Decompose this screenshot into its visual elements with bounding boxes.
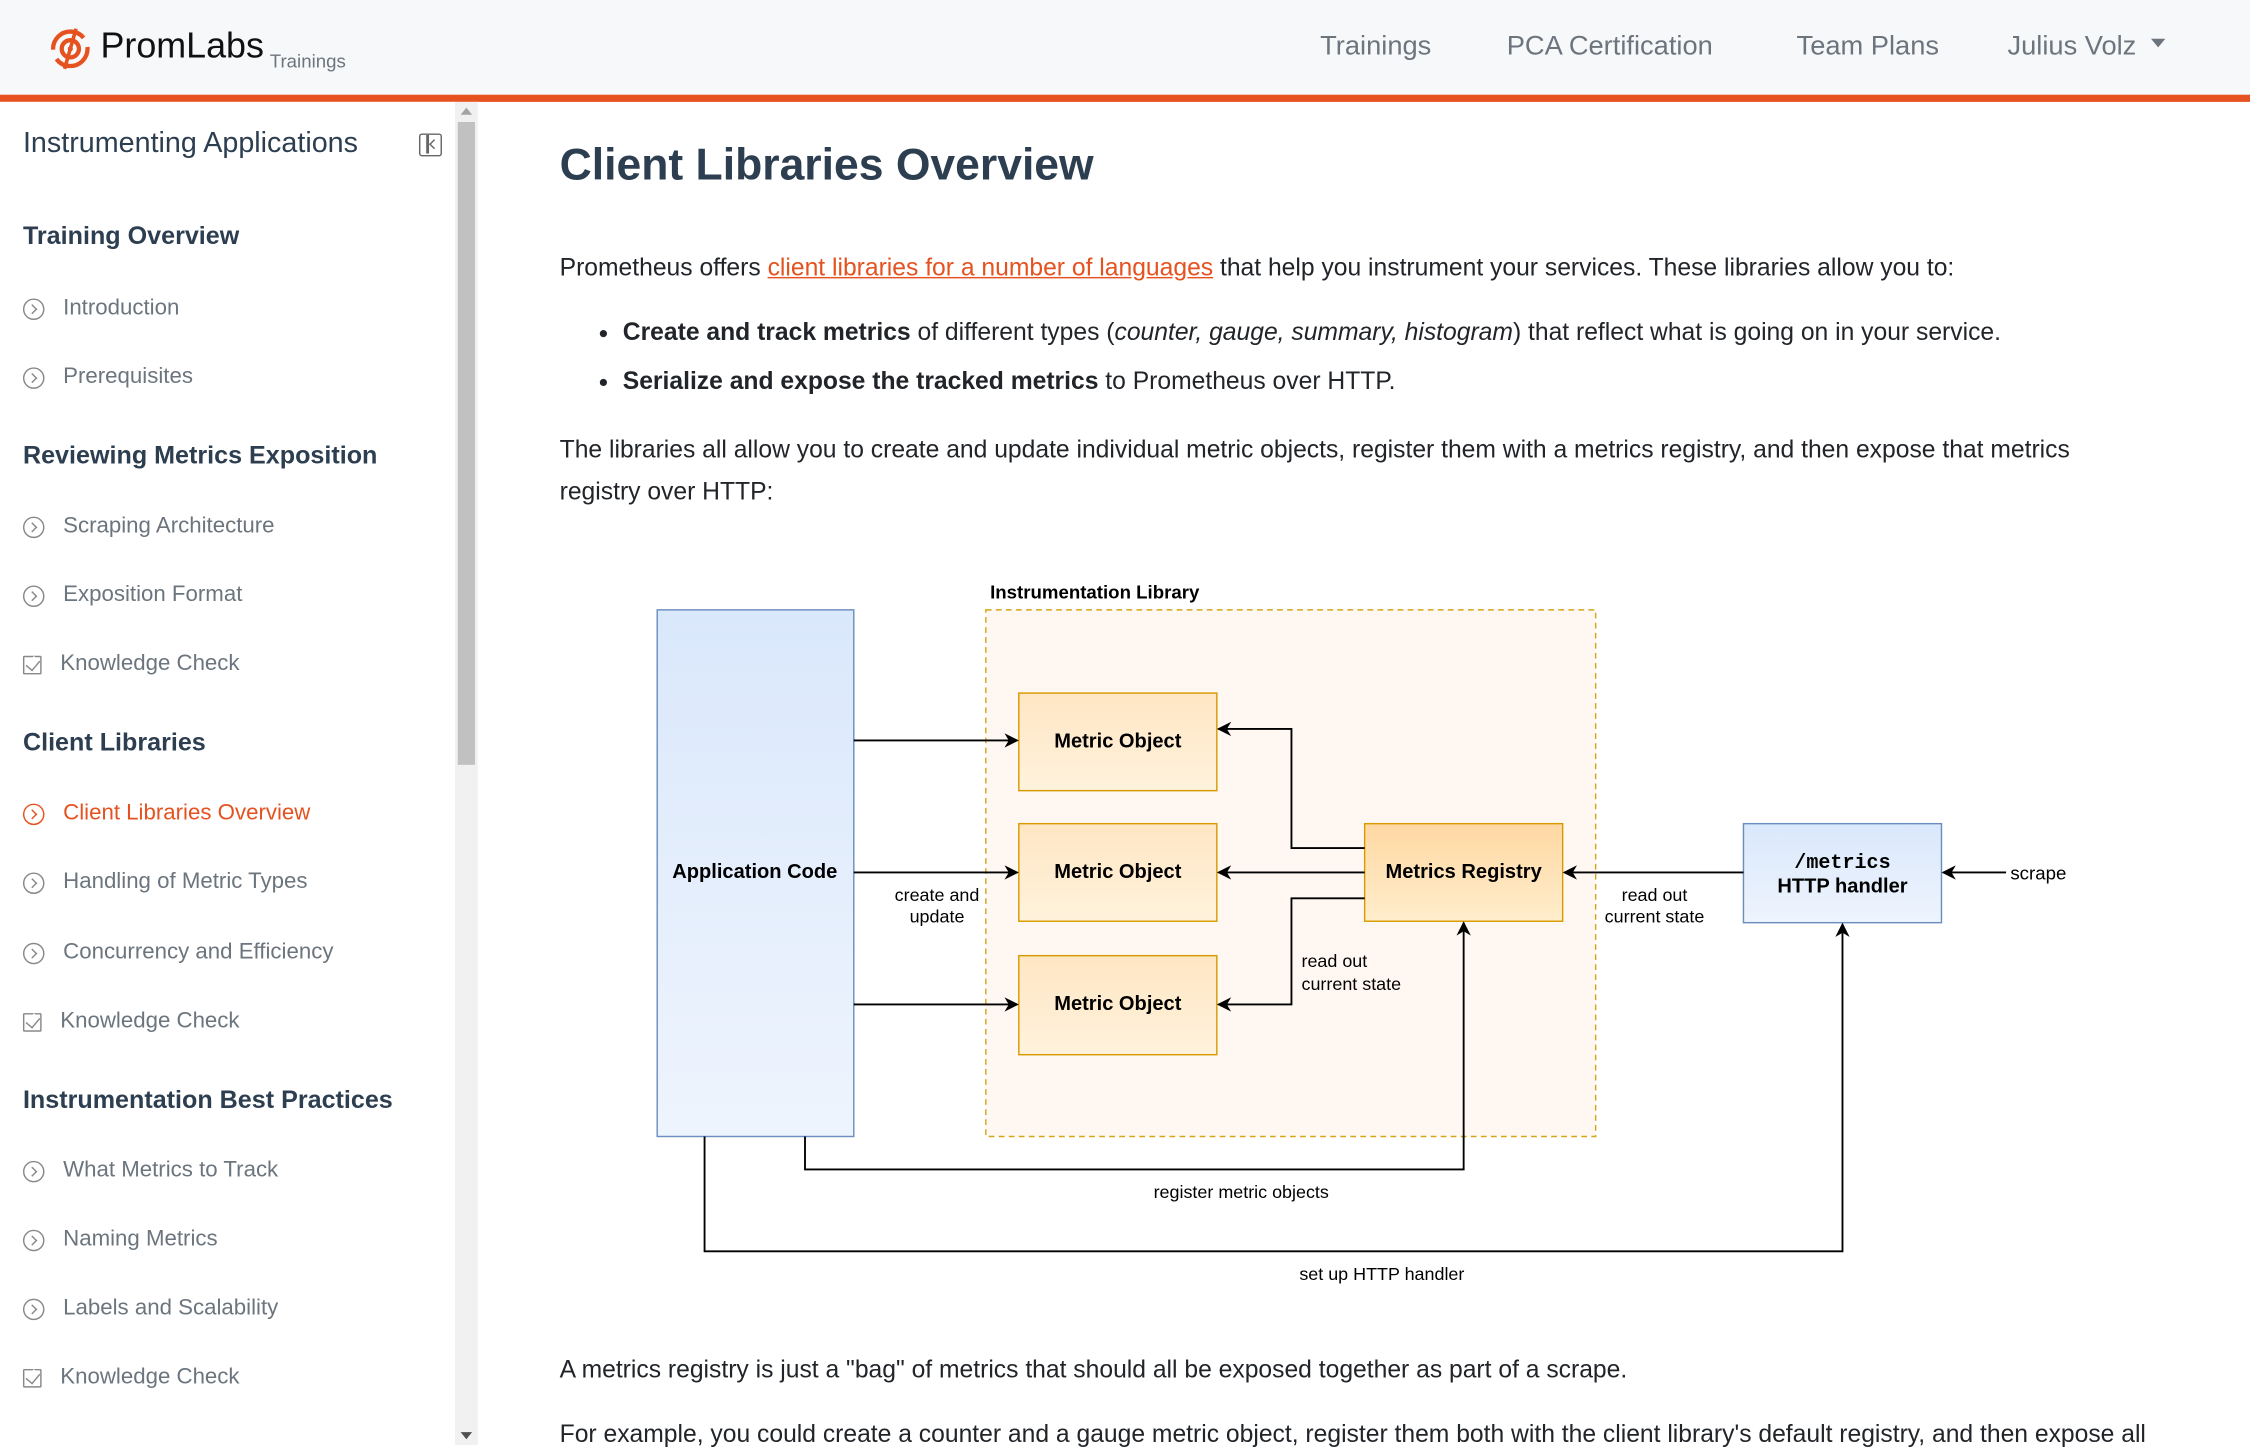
- paragraph-registry-bag: A metrics registry is just a "bag" of metrics that should all be exposed together as part of a scrape.: [559, 1354, 1628, 1384]
- sidebar-item-label: Knowledge Check: [60, 1364, 240, 1390]
- page-title: Client Libraries Overview: [559, 139, 1094, 190]
- sidebar-section-heading: Reviewing Metrics Exposition: [22, 440, 378, 470]
- sidebar-item-label: Scraping Architecture: [63, 513, 275, 539]
- sidebar-section-heading: Instrumentation Best Practices: [22, 1084, 393, 1114]
- brand-name[interactable]: PromLabs: [100, 25, 264, 67]
- user-name: Julius Volz: [2007, 31, 2137, 62]
- bullet-bold: Create and track metrics: [622, 317, 911, 346]
- sidebar-item-label: Handling of Metric Types: [63, 869, 308, 894]
- sidebar-item-label: What Metrics to Track: [63, 1158, 279, 1183]
- sidebar-item-label: Exposition Format: [63, 582, 243, 607]
- metric-object-label: Metric Object: [1054, 730, 1182, 753]
- application-code-label: Application Code: [672, 861, 838, 884]
- nav-pca-certification[interactable]: PCA Certification: [1506, 31, 1713, 62]
- sidebar-item-label: Naming Metrics: [63, 1226, 218, 1252]
- setup-handler-label: set up HTTP handler: [1299, 1263, 1465, 1284]
- intro-text: Prometheus offers: [559, 252, 768, 282]
- metrics-path-label: /metrics: [1794, 852, 1891, 876]
- metric-object-label: Metric Object: [1054, 993, 1182, 1016]
- bullet-text: to Prometheus over HTTP.: [1098, 365, 1396, 395]
- scrape-label: scrape: [2010, 862, 2067, 884]
- intro-text-end: that help you instrument your services. These libraries allow you to:: [1213, 252, 1955, 282]
- bullet-bold: Serialize and expose the tracked metrics: [622, 365, 1099, 395]
- bullet-text: ) that reflect what is going on in your service.: [1512, 317, 2001, 346]
- read-out-label: current state: [1604, 906, 1705, 927]
- paragraph-libraries-line2: registry over HTTP:: [559, 476, 774, 506]
- paragraph-example: For example, you could create a counter and a gauge metric object, register them both with the client library's default registry, and then expose all: [559, 1419, 2146, 1448]
- http-handler-label: HTTP handler: [1777, 875, 1908, 898]
- sidebar-section-heading: Training Overview: [22, 220, 240, 250]
- bullet-text: of different types (: [910, 317, 1115, 346]
- create-update-label: update: [909, 906, 965, 927]
- bullet-emphasis: counter, gauge, summary, histogram: [1114, 317, 1513, 346]
- metric-object-label: Metric Object: [1054, 861, 1182, 884]
- client-libraries-link[interactable]: client libraries for a number of languages: [767, 252, 1214, 282]
- sidebar-item-label: Knowledge Check: [60, 651, 240, 676]
- read-out-label: read out: [1621, 885, 1688, 906]
- nav-trainings[interactable]: Trainings: [1320, 31, 1432, 62]
- sidebar-item-label: Client Libraries Overview: [63, 800, 311, 826]
- brand-subtitle: Trainings: [269, 50, 346, 72]
- register-label: register metric objects: [1153, 1182, 1329, 1203]
- sidebar-item-label: Concurrency and Efficiency: [63, 939, 334, 965]
- instrumentation-library-label: Instrumentation Library: [990, 581, 1200, 603]
- sidebar-item-label: Knowledge Check: [60, 1008, 240, 1034]
- sidebar-item-label: Prerequisites: [63, 364, 193, 389]
- sidebar-title: Instrumenting Applications: [22, 127, 358, 160]
- metrics-registry-label: Metrics Registry: [1385, 861, 1542, 884]
- paragraph-libraries-line1: The libraries all allow you to create and update individual metric objects, register them with a metrics registry, and then expose that metrics: [559, 434, 2070, 464]
- sidebar-section-heading: Client Libraries: [22, 727, 206, 757]
- read-out-label: current state: [1301, 974, 1402, 995]
- nav-team-plans[interactable]: Team Plans: [1796, 31, 1940, 62]
- sidebar-item-label: Labels and Scalability: [63, 1295, 279, 1321]
- create-update-label: create and: [894, 885, 980, 906]
- read-out-label: read out: [1301, 951, 1368, 972]
- sidebar-item-label: Introduction: [63, 295, 180, 320]
